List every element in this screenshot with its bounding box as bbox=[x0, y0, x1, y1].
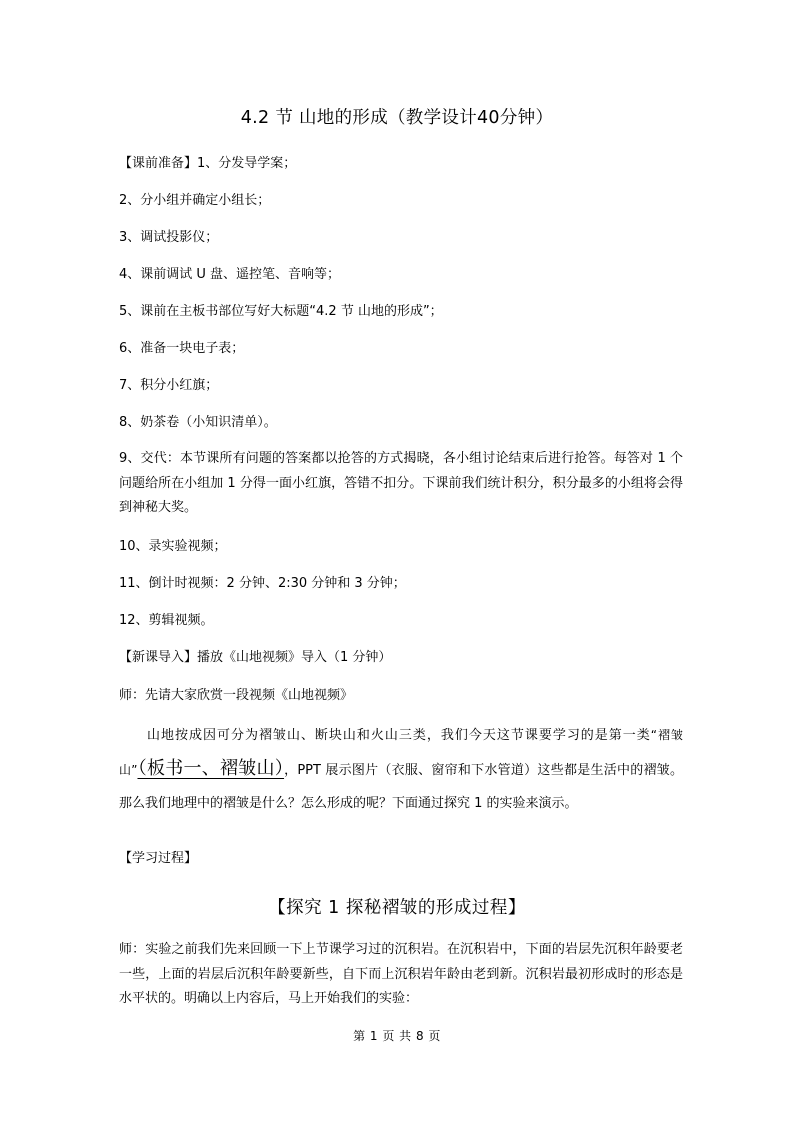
review-paragraph: 师：实验之前我们先来回顾一下上节课学习过的沉积岩。在沉积岩中，下面的岩层先沉积年龄要老一些，上面的岩层后沉积年龄要新些，自下而上沉积岩年龄由老到新。沉积岩最初形成时的形态是水平状的。明确以上内容后，马上开始我们的实验： bbox=[119, 942, 683, 1006]
teacher-line: 师：先请大家欣赏一段视频《山地视频》 bbox=[119, 688, 354, 703]
prep-item-9: 9、交代：本节课所有问题的答案都以抢答的方式揭晓，各小组讨论结束后进行抢答。每答对 1 个问题给所在小组加 1 分得一面小红旗，答错不扣分。下课前我们统计积分，积分最多的小组将会得到神秘大奖。 bbox=[119, 451, 683, 515]
prep-item-12: 12、剪辑视频。 bbox=[119, 613, 214, 628]
prep-item-8: 8、奶茶卷（小知识清单）。 bbox=[119, 415, 277, 430]
prep-item-3: 3、调试投影仪； bbox=[119, 230, 219, 245]
process-label: 【学习过程】 bbox=[119, 851, 198, 866]
prep-item-10: 10、录实验视频； bbox=[119, 539, 227, 554]
intro-line bbox=[119, 648, 391, 668]
prep-label: 【课前准备】 bbox=[119, 156, 198, 171]
section-title-explore-1: 【探究 1 探秘褶皱的形成过程】 bbox=[268, 898, 526, 918]
prep-item-2: 2、分小组并确定小组长； bbox=[119, 193, 271, 208]
intro-text: 播放《山地视频》导入（1 分钟） bbox=[197, 650, 392, 665]
main-paragraph bbox=[119, 719, 683, 820]
main-paragraph-part1: 山地按成因可分为褶皱山、断块山和火山三类，我们今天这节课要学习的是第一类 bbox=[147, 728, 651, 743]
fold-mountain-quote: “褶皱山” bbox=[119, 728, 683, 777]
document-title: 4.2 节 山地的形成（教学设计40分钟） bbox=[240, 108, 554, 128]
prep-item-1: 1、分发导学案； bbox=[197, 156, 297, 171]
prep-item-7: 7、积分小红旗； bbox=[119, 378, 219, 393]
intro-label: 【新课导入】 bbox=[119, 650, 198, 665]
prep-item-5: 5、课前在主板书部位写好大标题“4.2 节 山地的形成”； bbox=[119, 304, 443, 319]
prep-item-4: 4、课前调试 U 盘、遥控笔、音响等； bbox=[119, 267, 341, 282]
prep-item-11: 11、倒计时视频：2 分钟、2:30 分钟和 3 分钟； bbox=[119, 576, 406, 591]
prep-line-1 bbox=[119, 154, 296, 174]
main-paragraph-part2: ，PPT 展示图片（衣服、窗帘和下水管道）这些都是生活中的褶皱。那么我们地理中的褶皱是什么？怎么形成的呢？下面通过探究 1 的实验来演示。 bbox=[119, 763, 684, 811]
board-note: （板书一、褶皱山） bbox=[137, 758, 285, 779]
prep-item-6: 6、准备一块电子表； bbox=[119, 341, 245, 356]
page-footer: 第 1 页 共 8 页 bbox=[353, 1029, 441, 1043]
